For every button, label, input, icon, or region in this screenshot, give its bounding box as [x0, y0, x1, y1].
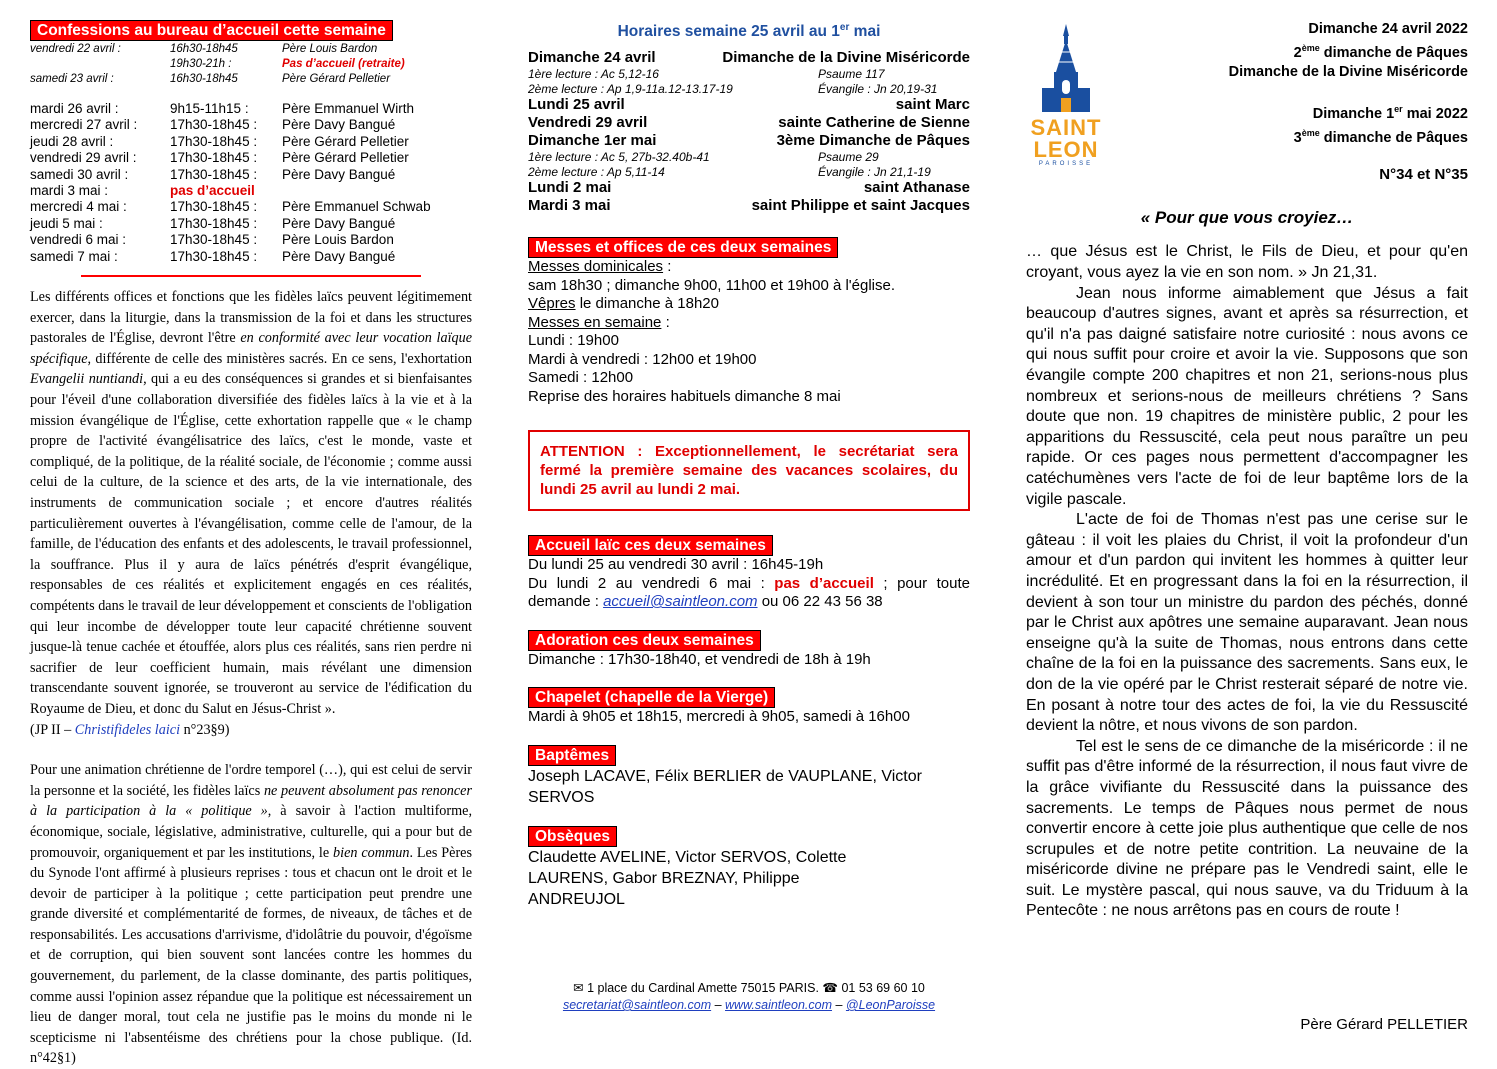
christifideles-link[interactable]: Christifideles laici: [74, 721, 181, 738]
schedule-cell: vendredi 29 avril :: [30, 150, 137, 166]
schedule-cell: 17h30-18h45 :: [170, 199, 258, 215]
schedule-cell: vendredi 6 mai :: [30, 232, 127, 248]
baptisms-title: Baptêmes: [528, 745, 616, 766]
confessions-small-schedule: [30, 42, 472, 87]
laity-paragraph: Les différents offices et fonctions que les fidèles laïcs peuvent légitimement exercer, dans la liturgie, dans la transmission de la foi et dans les structures pastorales de l'Église, devront l'être en conformité avec leur vocation laïque spécifique, différente de celle des ministères sacrés. En ce sens, l'exhortation Evangelii nuntiandi, qui a eu des conséquences si grandes et si bienfaisantes pour l'éveil d'une collaboration diversifiée des fidèles laïcs à la vie et à la mission évangélique de l'Église, cette exhortation rappelle que « le champ propre de l'activité évangélisatrice des laïcs, c'est le monde, vaste et compliqué, de la politique, de la réalité sociale, de l'économie ; comme aussi celui de la culture, de la science et des arts, de la vie internationale, des instruments de communication sociale ; et encore d'autres réalités particulièrement ouvertes à l'évangélisation, comme celle de l'amour, de la famille, de l'éducation des enfants et des adolescents, le travail professionnel, la souffrance. Plus il y aura de laïcs pénétrés d'esprit évangélique, responsables de ces réalités et explicitement engagés en ces réalités, compétents dans le travail de leur développement et conscients de l'obligation qui leur incombe de développer toute leur capacité chrétienne souvent jusque-là tenue cachée et étouffée, alors plus ces réalités, sans rien perdre ni sacrifier de leur coefficient humain, mais révélant une dimension transcendante souvent ignorée, se trouveront au service de l'édification du Royaume de Dieu, et donc du Salut en Jésus-Christ ». (JP II – Christifideles laici n°23§9): [30, 289, 472, 738]
schedule-cell: jeudi 28 avril :: [30, 133, 114, 149]
address: ✉ 1 place du Cardinal Amette 75015 PARIS. ☎ 01 53 69 60 10: [573, 981, 925, 995]
left-column: [30, 0, 472, 1069]
footer: ✉ 1 place du Cardinal Amette 75015 PARIS. ☎ 01 53 69 60 10 secretariat@saintleon.com – www.saintleon.com – @LeonParoisse: [528, 980, 970, 1014]
baptisms-text: Joseph LACAVE, Félix BERLIER de VAUPLANE, Victor SERVOS: [528, 767, 922, 806]
rosary-text: Mardi à 9h05 et 18h15, mercredi à 9h05, samedi à 16h00: [528, 708, 910, 726]
schedule-cell: 9h15-11h15 :: [170, 101, 249, 116]
issue-header: Dimanche 24 avril 2022 2ème dimanche de Pâques Dimanche de la Divine Miséricorde Dimanche 1er mai 2022 3ème dimanche de Pâques N°34 et N°35: [1126, 20, 1468, 184]
welcome-title: Accueil laïc ces deux semaines: [528, 535, 773, 556]
adoration-title: Adoration ces deux semaines: [528, 630, 761, 651]
schedule-cell: Père Gérard Pelletier: [282, 150, 409, 166]
politics-paragraph: Pour une animation chrétienne de l'ordre temporel (…), qui est celui de servir la personne et la société, les fidèles laïcs ne peuvent absolument pas renoncer à la participation à la « politique », à savoir à l'action multiforme, économique, sociale, législative, administrative, culturelle, qui a pour but de promouvoir, organiquement et par les institutions, le bien commun. Les Pères du Synode l'ont affirmé à plusieurs reprises : tous et chacun ont le droit et le devoir de participer à la politique ; cette participation peut prendre une grande diversité et complémentarité de formes, de niveaux, de tâches et de responsabilités. Les accusations d'arrivisme, d'idolâtrie du pouvoir, d'égoïsme et de corruption, qui bien souvent sont lancées contre les hommes du gouvernement, du parlement, de la classe dominante, des partis politiques, comme aussi l'opinion assez répandue que la politique est nécessairement un lieu de danger moral, tout cela ne justifie pas le moins du monde ni le scepticisme ni l'absentéisme des chrétiens pour la chose publique. (Id. n°42§1): [30, 762, 473, 1067]
schedule-cell: Père Louis Bardon: [282, 43, 378, 55]
right-column: [1026, 0, 1468, 1033]
welcome-email-link[interactable]: accueil@saintleon.com: [603, 593, 758, 611]
logo-saint: SAINT: [1030, 115, 1102, 140]
parish-logo: [1026, 22, 1106, 167]
confessions-schedule: [30, 101, 472, 265]
schedule-cell: mercredi 4 mai :: [30, 199, 127, 215]
website-link[interactable]: www.saintleon.com: [725, 998, 833, 1012]
schedule-cell: Père Louis Bardon: [282, 232, 394, 248]
adoration-text: Dimanche : 17h30-18h40, et vendredi de 18h à 19h: [528, 650, 871, 668]
schedule-cell: 17h30-18h45 :: [170, 117, 258, 133]
schedule-cell: Père Emmanuel Schwab: [282, 199, 431, 215]
schedule-cell: Père Davy Bangué: [282, 117, 396, 133]
schedule-cell: 17h30-18h45 :: [170, 215, 258, 231]
schedule-cell: jeudi 5 mai :: [30, 215, 103, 231]
church-tower-icon: [1030, 22, 1102, 114]
schedule-cell: mardi 3 mai :: [30, 183, 109, 199]
schedule-cell: Père Gérard Pelletier: [282, 133, 409, 149]
schedule-cell: [30, 57, 170, 72]
schedule-cell: samedi 23 avril :: [30, 73, 114, 85]
schedule-cell: vendredi 22 avril :: [30, 43, 121, 55]
schedule-cell: 17h30-18h45 :: [170, 150, 258, 166]
masses-title: Messes et offices de ces deux semaines: [528, 237, 838, 258]
attention-notice: ATTENTION : Exceptionnellement, le secrétariat sera fermé la première semaine des vacances scolaires, du lundi 25 avril au lundi 2 mai.: [528, 430, 970, 511]
schedule-cell: 19h30-21h :: [170, 58, 232, 70]
issue-number: N°34 et N°35: [1379, 166, 1468, 184]
separator-line: [81, 275, 421, 277]
schedule-cell: Père Gérard Pelletier: [282, 73, 391, 85]
schedule-cell: 17h30-18h45 :: [170, 133, 258, 149]
rosary-title: Chapelet (chapelle de la Vierge): [528, 687, 775, 708]
editorial-title: « Pour que vous croyiez…: [1140, 208, 1354, 228]
schedule-cell: samedi 7 mai :: [30, 248, 118, 264]
schedule-cell: [282, 183, 472, 199]
week-schedule-title: Horaires semaine 25 avril au 1er mai: [617, 22, 881, 41]
masses-section: Messes dominicales : sam 18h30 ; dimanche 9h00, 11h00 et 19h00 à l'église. Vêpres le dimanche à 18h20 Messes en semaine : Lundi : 19h00 Mardi à vendredi : 12h00 et 19h00 Samedi : 12h00 Reprise des horaires habituels dimanche 8 mai: [528, 258, 896, 405]
confessions-title: Confessions au bureau d’accueil cette semaine: [30, 20, 393, 41]
welcome-section: Du lundi 25 au vendredi 30 avril : 16h45-19h Du lundi 2 au vendredi 6 mai : pas d’accueil ; pour toute demande : accueil@saintleon.com ou 06 22 43 56 38: [528, 556, 970, 611]
funerals-title: Obsèques: [528, 826, 617, 847]
schedule-cell: pas d’accueil: [170, 183, 255, 199]
secretariat-email-link[interactable]: secretariat@saintleon.com: [562, 998, 712, 1012]
liturgy-calendar: Dimanche 24 avril Dimanche de la Divine Miséricorde 1ère lecture : Ac 5,12-16 Psaume 117 2ème lecture : Ap 1,9-11a.12-13.17-19 Évangile : Jn 20,19-31 Lundi 25 avril saint Marc Vendredi 29 avril sainte Catherine de Sienne Dimanche 1er mai 3ème Dimanche de Pâques 1ère lecture : Ac 5, 27b-32.40b-41 Psaume 29 2ème lecture : Ap 5,11-14 Évangile : Jn 21,1-19 Lundi 2 mai saint Athanase Mardi 3 mai saint Philippe et saint Jacques: [528, 49, 970, 215]
schedule-cell: Père Davy Bangué: [282, 215, 396, 231]
signature: Père Gérard PELLETIER: [1300, 1016, 1468, 1033]
funerals-text: Claudette AVELINE, Victor SERVOS, Colette LAURENS, Gabor BREZNAY, Philippe ANDREUJOL: [528, 848, 847, 908]
twitter-link[interactable]: @LeonParoisse: [845, 998, 936, 1012]
schedule-cell: 16h30-18h45: [170, 73, 238, 85]
logo-leon: LEON: [1033, 137, 1099, 162]
schedule-cell: 17h30-18h45 :: [170, 232, 258, 248]
schedule-cell: 17h30-18h45 :: [170, 248, 258, 264]
schedule-cell: mercredi 27 avril :: [30, 117, 138, 133]
schedule-cell: 16h30-18h45: [170, 43, 238, 55]
middle-column: [528, 0, 970, 1012]
schedule-cell: Père Davy Bangué: [282, 248, 396, 264]
schedule-cell: Pas d’accueil (retraite): [282, 58, 405, 70]
schedule-cell: samedi 30 avril :: [30, 166, 129, 182]
logo-paroisse: PAROISSE: [1038, 161, 1094, 167]
schedule-cell: Père Emmanuel Wirth: [282, 101, 415, 116]
schedule-cell: 17h30-18h45 :: [170, 166, 258, 182]
schedule-cell: Père Davy Bangué: [282, 166, 396, 182]
editorial-text: … que Jésus est le Christ, le Fils de Dieu, et pour qu'en croyant, vous ayez la vie en son nom. » Jn 21,31. Jean nous informe aimablement que Jésus a fait beaucoup d'autres signes, avant et après sa résurrection, et qu'il n'a pas daigné satisfaire notre curiosité : nous avons ce qui nous suffit pour croire et avoir la vie. Supposons que son évangile compte 200 chapitres et non 21, serions-nous plus nombreux et serions-nous de meilleurs chrétiens ? Sans doute que non. 19 chapitres de ministère public, 2 pour les apparitions du Ressuscité, cela peut nous paraître un peu rapide. Or ces pages nous permettent d'accompagner les catéchumènes vers l'acte de foi de leur baptême lors de la vigile pascale. L'acte de foi de Thomas n'est pas une cerise sur le gâteau : il voit les plaies du Christ, il voit la profondeur d'un amour et d'un pardon qui invitent les hommes à quitter leur incrédulité. Et en progressant dans la foi en la résurrection, il devient à son tour un ministre du pardon des péchés, donné par le Christ aux apôtres une semaine auparavant. Jean nous enseigne qu'à la suite de Thomas, nous entrons dans cette chaîne de la foi en la puissance des sacrements. Sans eux, le don de la vie opéré par le Christ resterait séparé de notre vie. En posant à notre tour des actes de foi, la vie du Ressuscité devient la nôtre, et nous vivons de son pardon. Tel est le sens de ce dimanche de la miséricorde : il ne suffit pas d'être informé de la résurrection, il nous faut vivre de la grâce vivifiante du Ressuscité dans la puissance des sacrements. Le temps de Pâques nous permet de nous convertir encore à cette joie plus authentique que celle de nos scrupules et de notre petite contrition. La neuvaine de la miséricorde divine ne prépare pas le Vendredi saint, elle le suit. Le mystère pascal, qui nous sauve, va du Triduum à la Pentecôte : ne nous arrêtons pas en cours de route !: [1026, 243, 1468, 920]
schedule-cell: mardi 26 avril :: [30, 101, 119, 116]
